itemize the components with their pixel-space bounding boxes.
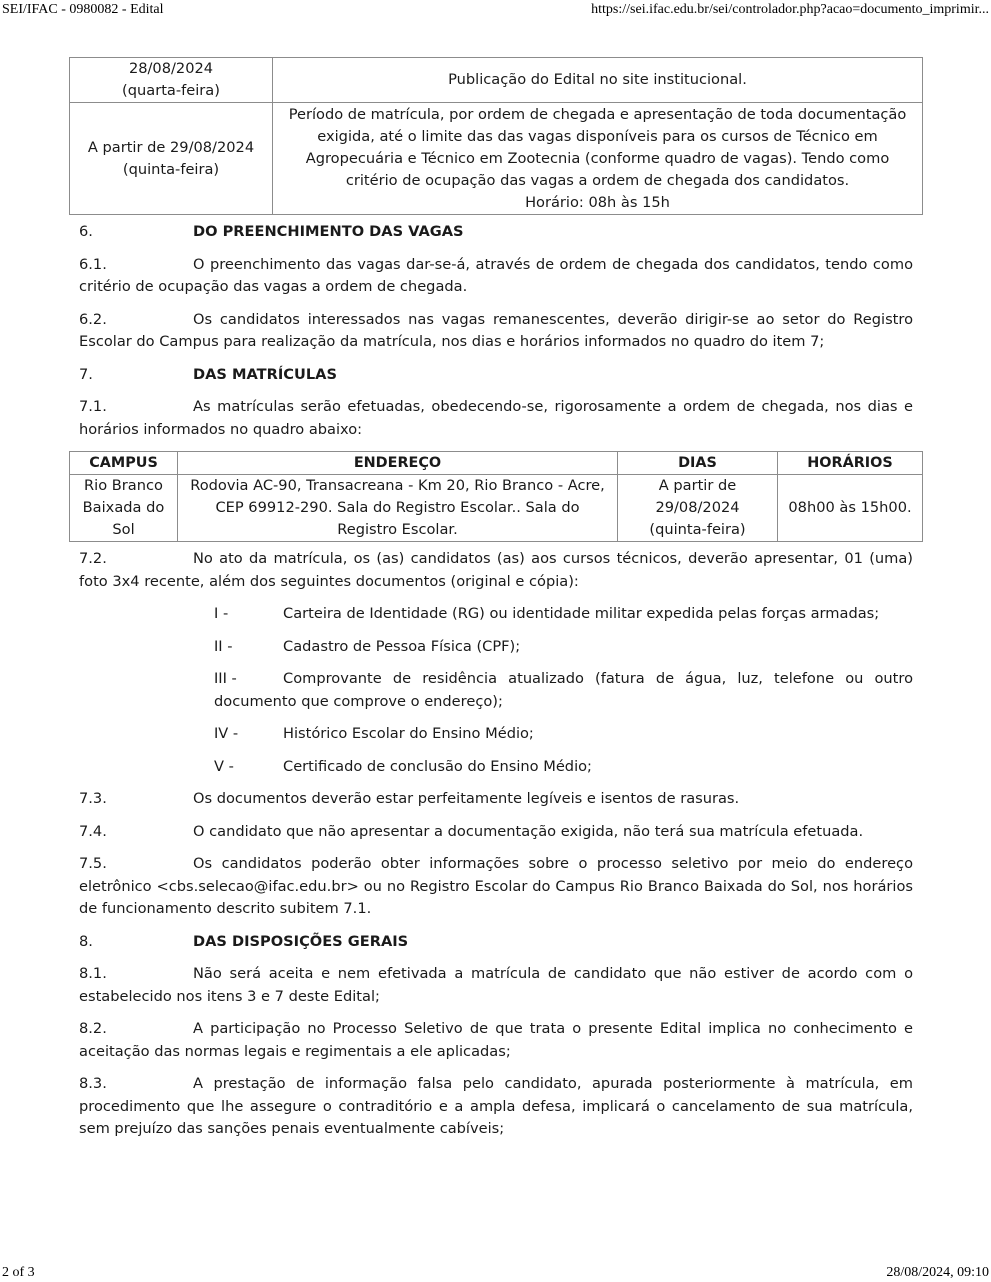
section-title: DAS DISPOSIÇÕES GERAIS [193, 932, 409, 950]
schedule-weekday: (quarta-feira) [122, 82, 220, 99]
column-header: ENDEREÇO [178, 452, 618, 475]
section-title: DAS MATRÍCULAS [193, 365, 337, 383]
list-item-number: V - [214, 757, 234, 775]
list-item-text: Cadastro de Pessoa Física (CPF); [283, 637, 521, 655]
list-item-number: IV - [214, 725, 239, 742]
enrollment-table [69, 451, 923, 542]
paragraph-number: 7.5. [79, 855, 107, 872]
paragraph-text: A participação no Processo Seletivo de que trata o presente Edital implica no conhecimento e aceitação das normas legais e regimentais a ele aplicadas; [79, 1020, 913, 1060]
paragraph-text: No ato da matrícula, os (as) candidatos (as) aos cursos técnicos, deverão apresentar, 01 (uma) foto 3x4 recente, além dos seguintes documentos (original e cópia): [79, 550, 913, 590]
print-header-url: https://sei.ifac.edu.br/sei/controlador.php?acao=documento_imprimir... [591, 2, 989, 17]
paragraph-number: 7.1. [79, 398, 107, 415]
paragraph-6-2 [69, 309, 923, 354]
print-footer-datetime: 28/08/2024, 09:10 [886, 1265, 989, 1280]
list-item [214, 636, 913, 659]
paragraph-number: 8.2. [79, 1020, 107, 1037]
paragraph-text: A prestação de informação falsa pelo candidato, apurada posteriormente à matrícula, em procedimento que lhe assegure o contraditório e a ampla defesa, implicará o cancelamento de sua matrícula, sem prejuízo das sanções penais eventualmente cabíveis; [79, 1075, 913, 1137]
paragraph-text: As matrículas serão efetuadas, obedecendo-se, rigorosamente a ordem de chegada, nos dias e horários informados no quadro abaixo: [79, 398, 913, 438]
schedule-weekday: (quinta-feira) [122, 160, 220, 178]
table-row [70, 103, 923, 215]
schedule-table [69, 57, 923, 215]
paragraph-6-1 [69, 254, 923, 299]
paragraph-text: Não será aceita e nem efetivada a matrícula de candidato que não estiver de acordo com o estabelecido nos itens 3 e 7 deste Edital; [79, 965, 913, 1005]
paragraph-number: 8.3. [79, 1075, 107, 1092]
document-body [69, 57, 923, 1151]
list-item-number: III - [214, 670, 237, 687]
list-item [214, 756, 913, 779]
paragraph-7-4 [69, 821, 923, 844]
section-7-heading [69, 364, 923, 387]
required-documents-list [69, 603, 923, 778]
paragraph-text: Os candidatos poderão obter informações sobre o processo seletivo por meio do endereço eletrônico <cbs.selecao@ifac.edu.br> ou no Registro Escolar do Campus Rio Branco Baixada do Sol, nos horários de funcionamento descrito subitem 7.1. [79, 855, 913, 917]
list-item-text: Comprovante de residência atualizado (fatura de água, luz, telefone ou outro documento que comprove o endereço); [214, 670, 913, 710]
schedule-date-cell [70, 58, 273, 103]
campus-cell: Rio Branco Baixada do Sol [70, 475, 178, 542]
paragraph-8-1 [69, 963, 923, 1008]
address-cell: Rodovia AC-90, Transacreana - Km 20, Rio Branco - Acre, CEP 69912-290. Sala do Registro Escolar.. Sala do Registro Escolar. [178, 475, 618, 542]
column-header: CAMPUS [70, 452, 178, 475]
paragraph-number: 7.2. [79, 550, 107, 567]
column-header: HORÁRIOS [778, 452, 923, 475]
print-header-title: SEI/IFAC - 0980082 - Edital [2, 2, 164, 17]
table-row [70, 58, 923, 103]
paragraph-number: 8.1. [79, 965, 107, 982]
paragraph-7-2 [69, 548, 923, 593]
paragraph-text: Os candidatos interessados nas vagas remanescentes, deverão dirigir-se ao setor do Registro Escolar do Campus para realização da matrícula, nos dias e horários informados no quadro do item 7; [79, 310, 913, 350]
section-8-heading [69, 931, 923, 954]
schedule-date: 28/08/2024 [128, 60, 214, 77]
schedule-date: A partir de 29/08/2024 [87, 138, 255, 156]
days-line: A partir de [658, 477, 737, 494]
days-line: 29/08/2024 [655, 499, 740, 516]
schedule-hours: Horário: 08h às 15h [525, 193, 670, 211]
paragraph-8-3 [69, 1073, 923, 1141]
paragraph-number: 7.3. [79, 790, 107, 807]
paragraph-number: 7.4. [79, 822, 107, 840]
list-item [214, 723, 913, 746]
paragraph-number: 6.2. [79, 310, 107, 328]
section-number: 8. [79, 932, 93, 950]
list-item-text: Certificado de conclusão do Ensino Médio; [283, 757, 592, 775]
schedule-desc: Publicação do Edital no site institucional. [448, 71, 747, 88]
paragraph-7-1 [69, 396, 923, 441]
hours-cell: 08h00 às 15h00. [778, 475, 923, 542]
schedule-desc-cell [273, 58, 923, 103]
list-item [214, 668, 913, 713]
paragraph-7-3 [69, 788, 923, 811]
section-number: 6. [79, 223, 93, 240]
list-item-number: I - [214, 605, 229, 622]
paragraph-text: Os documentos deverão estar perfeitamente legíveis e isentos de rasuras. [193, 790, 740, 807]
section-title: DO PREENCHIMENTO DAS VAGAS [193, 223, 464, 240]
list-item-text: Carteira de Identidade (RG) ou identidade militar expedida pelas forças armadas; [283, 605, 880, 622]
paragraph-text: O preenchimento das vagas dar-se-á, através de ordem de chegada dos candidatos, tendo como critério de ocupação das vagas a ordem de chegada. [79, 255, 913, 295]
paragraph-number: 6.1. [79, 255, 107, 273]
section-6-heading [69, 221, 923, 244]
list-item-number: II - [214, 637, 233, 655]
print-footer-page: 2 of 3 [2, 1265, 35, 1280]
list-item [214, 603, 913, 626]
list-item-text: Histórico Escolar do Ensino Médio; [283, 725, 534, 742]
schedule-date-cell [70, 103, 273, 215]
schedule-desc: Período de matrícula, por ordem de chegada e apresentação de toda documentação exigida, até o limite das das vagas disponíveis para os cursos de Técnico em Agropecuária e Técnico em Zootecnia (conforme quadro de vagas). Tendo como critério de ocupação das vagas a ordem de chegada dos candidatos. [288, 105, 907, 189]
table-row [70, 475, 923, 542]
paragraph-7-5 [69, 853, 923, 921]
days-line: (quinta-feira) [649, 521, 746, 538]
table-header-row [70, 452, 923, 475]
days-cell [618, 475, 778, 542]
section-number: 7. [79, 365, 93, 383]
schedule-desc-cell [273, 103, 923, 215]
paragraph-text: O candidato que não apresentar a documentação exigida, não terá sua matrícula efetuada. [193, 822, 864, 840]
column-header: DIAS [618, 452, 778, 475]
paragraph-8-2 [69, 1018, 923, 1063]
